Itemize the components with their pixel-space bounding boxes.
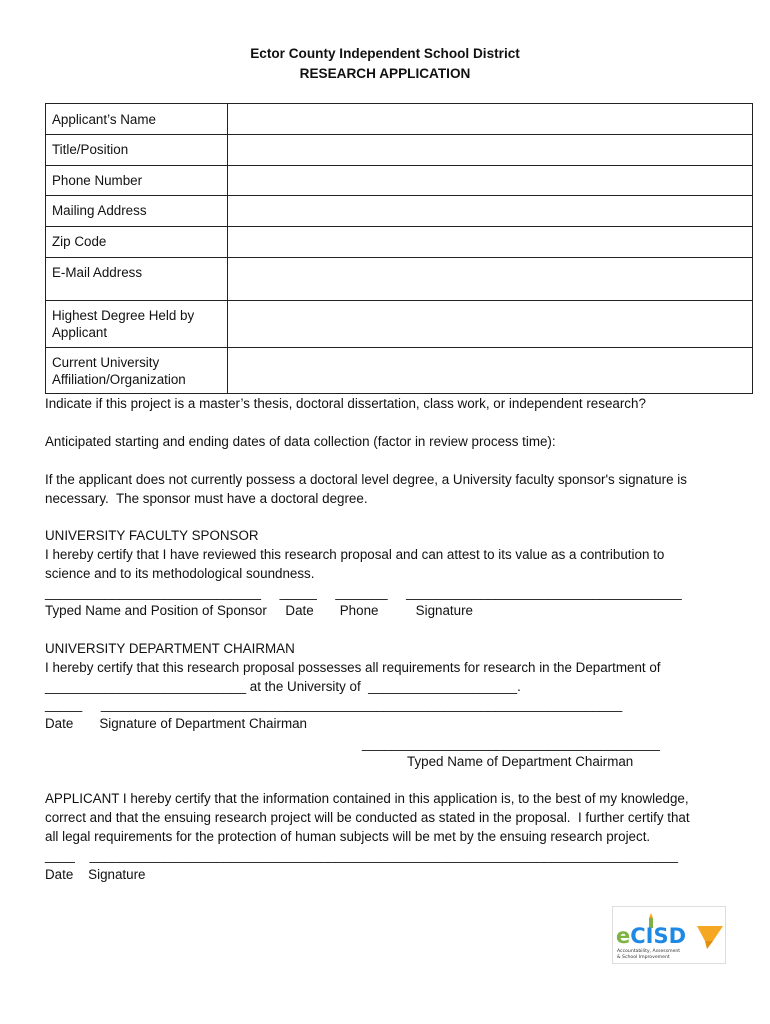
sponsor-note: If the applicant does not currently possess a doctoral level degree, a University faculty sponsor's signature is — [45, 472, 687, 487]
field-label: Title/Position — [46, 135, 228, 166]
table-row — [46, 166, 753, 196]
chairman-signature-labels: Date Signature of Department Chairman — [45, 716, 307, 731]
applicant-name-field[interactable] — [228, 104, 753, 135]
applicant-certification: APPLICANT I hereby certify that the information contained in this application is, to the best of my knowledge, — [45, 791, 689, 806]
chairman-typed-name-line[interactable]: ________________________________________ — [362, 736, 660, 751]
table-row — [46, 104, 753, 135]
field-label: Phone Number — [46, 166, 228, 196]
sponsor-signature-labels: Typed Name and Position of Sponsor Date Phone Signature — [45, 603, 473, 618]
field-label: Applicant’s Name — [46, 104, 228, 135]
applicant-certification-cont: correct and that the ensuing research project will be conducted as stated in the proposal. I further certify that — [45, 810, 690, 825]
field-label: Current University Affiliation/Organization — [46, 348, 228, 394]
table-row — [46, 301, 753, 348]
applicant-info-table — [45, 103, 753, 394]
highest-degree-field[interactable] — [228, 301, 753, 348]
district-name: Ector County Independent School District — [250, 46, 520, 61]
dates-question: Anticipated starting and ending dates of data collection (factor in review process time): — [45, 434, 556, 449]
chairman-signature-lines[interactable]: _____ ______________________________________________________________________ — [45, 697, 623, 712]
title-position-field[interactable] — [228, 135, 753, 166]
applicant-certification-cont2: all legal requirements for the protection of human subjects will be met by the ensuing research project. — [45, 829, 651, 844]
field-label: E-Mail Address — [46, 258, 228, 301]
field-label: Zip Code — [46, 227, 228, 258]
sponsor-heading: UNIVERSITY FACULTY SPONSOR — [45, 528, 259, 543]
field-label: Mailing Address — [46, 196, 228, 227]
form-title: RESEARCH APPLICATION — [299, 66, 471, 81]
table-row — [46, 196, 753, 227]
chairman-department-line[interactable]: ___________________________ at the University of ____________________. — [45, 679, 521, 694]
sponsor-signature-lines[interactable]: _____________________________ _____ _______ _____________________________________ — [45, 585, 682, 600]
chairman-certification: I hereby certify that this research proposal possesses all requirements for research in the Department of — [45, 660, 661, 675]
applicant-signature-lines[interactable]: ____ _______________________________________________________________________________ — [45, 848, 679, 863]
project-type-question: Indicate if this project is a master’s thesis, doctoral dissertation, class work, or independent research? — [45, 396, 646, 411]
logo-caption: Accountability, Assessment — [617, 949, 681, 954]
ecisd-logo — [612, 906, 726, 964]
affiliation-field[interactable] — [228, 348, 753, 394]
field-label: Highest Degree Held by Applicant — [46, 301, 228, 348]
sponsor-certification-cont: science and to its methodological soundness. — [45, 566, 315, 581]
chairman-typed-name-label: Typed Name of Department Chairman — [407, 754, 634, 769]
logo-check-icon — [697, 926, 723, 941]
email-field[interactable] — [228, 258, 753, 301]
table-row — [46, 227, 753, 258]
mailing-address-field[interactable] — [228, 196, 753, 227]
phone-number-field[interactable] — [228, 166, 753, 196]
zip-code-field[interactable] — [228, 227, 753, 258]
applicant-signature-labels: Date Signature — [45, 867, 146, 882]
sponsor-note-cont: necessary. The sponsor must have a doctoral degree. — [45, 491, 368, 506]
chairman-heading: UNIVERSITY DEPARTMENT CHAIRMAN — [45, 641, 295, 656]
sponsor-certification: I hereby certify that I have reviewed this research proposal and can attest to its value as a contribution to — [45, 547, 665, 562]
ecisd-logo-graphic — [613, 907, 725, 963]
table-row — [46, 135, 753, 166]
table-row — [46, 258, 753, 301]
logo-caption-cont: & School Improvement — [617, 955, 670, 960]
logo-wordmark: eCISD — [616, 924, 687, 948]
table-row — [46, 348, 753, 394]
